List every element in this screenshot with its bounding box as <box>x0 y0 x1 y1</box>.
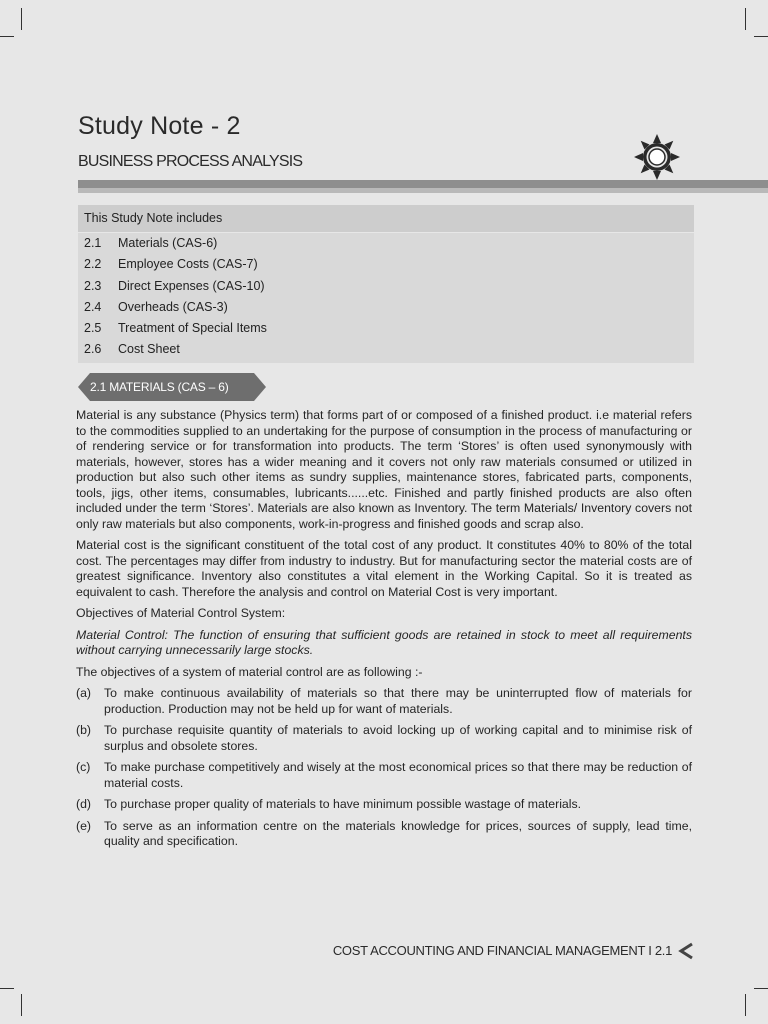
list-item <box>76 819 692 850</box>
material-control-definition: Material Control: The function of ensuring that sufficient goods are retained in stock to meet all requirements without carrying unnecessarily large stocks. <box>76 627 692 657</box>
toc-item <box>78 318 694 339</box>
paragraph: Material cost is the significant constituent of the total cost of any product. It constitutes 40% to 80% of the total cost. The percentages may differ from industry to industry. But for manufacturing sector the material costs are of greatest significance. Inventory also constitutes a vital element in the Working Capital. So it is treated as equivalent to cash. Therefore the analysis and control on Material Cost is very important. <box>76 538 692 599</box>
list-item-label: (e) <box>76 818 92 833</box>
toc-item-number: 2.1 <box>84 236 102 250</box>
crop-mark <box>745 8 746 30</box>
list-item <box>76 797 692 813</box>
toc-heading: This Study Note includes <box>78 205 694 233</box>
list-item <box>76 686 692 717</box>
toc-item-label: Treatment of Special Items <box>118 321 267 336</box>
list-item <box>76 760 692 791</box>
page-footer: COST ACCOUNTING AND FINANCIAL MANAGEMENT I 2.1 <box>332 943 672 958</box>
toc-item-number: 2.4 <box>84 299 102 314</box>
crop-mark <box>21 8 22 30</box>
list-item-label: (a) <box>76 686 92 700</box>
paragraph: Material is any substance (Physics term) that forms part of or composed of a finished product. i.e material refers to the commodities supplied to an undertaking for the purpose of consumption in the process of manufacturing or of rendering service or for transformation into products. The term ‘Stores’ is often used synonymously with materials, however, stores has a wider meaning and it covers not only raw materials consumed or utilized in production but also such other items as sundry supplies, maintenance stores, fabricated parts, components, tools, jigs, other items, consumables, lubricants......etc. Finished and partly finished products are also often included under the term ‘Stores’. Materials are also known as Inventory. The term Materials/ Inventory covers not only raw materials but also components, work-in-progress and finished goods and scrap also. <box>76 408 692 531</box>
toc-item-label: Overheads (CAS-3) <box>118 299 228 314</box>
chevron-left-icon <box>676 941 696 961</box>
toc-item-label: Employee Costs (CAS-7) <box>118 257 258 272</box>
page-subtitle: BUSINESS PROCESS ANALYSIS <box>78 153 303 170</box>
body-text <box>76 408 692 856</box>
crop-mark <box>21 994 22 1016</box>
toc-box <box>78 205 694 363</box>
list-item-label: (b) <box>76 723 92 737</box>
toc-item <box>78 254 694 275</box>
toc-item <box>78 233 694 254</box>
toc-item <box>78 297 694 318</box>
list-item-text: To make purchase competitively and wisely at the most economical prices so that there may be reduction of material costs. <box>104 760 692 790</box>
list-item-text: To purchase requisite quantity of materials to avoid locking up of working capital and to minimise risk of surplus and obsolete stores. <box>104 723 692 753</box>
crop-mark <box>745 994 746 1016</box>
toc-item-number: 2.6 <box>84 342 102 357</box>
list-item-text: To purchase proper quality of materials to have minimum possible wastage of materials. <box>104 797 582 811</box>
list-item-label: (d) <box>76 797 92 811</box>
list-item-text: To make continuous availability of materials so that there may be uninterrupted flow of materials for production. Production may not be held up for want of materials. <box>104 686 692 716</box>
crop-mark <box>0 36 14 37</box>
header-band-light <box>78 188 768 193</box>
toc-item-number: 2.2 <box>84 257 102 272</box>
page-title: Study Note - 2 <box>78 112 241 140</box>
toc-item-label: Cost Sheet <box>118 342 180 357</box>
list-item-text: To serve as an information centre on the materials knowledge for prices, sources of supply, lead time, quality and specification. <box>104 818 692 848</box>
gear-icon <box>632 132 682 182</box>
objectives-heading: Objectives of Material Control System: <box>76 606 286 620</box>
toc-item <box>78 276 694 297</box>
objectives-intro: The objectives of a system of material control are as following :- <box>76 664 423 679</box>
toc-item-number: 2.3 <box>84 278 102 293</box>
toc-item <box>78 339 694 360</box>
list-item <box>76 723 692 754</box>
crop-mark <box>0 988 14 989</box>
crop-mark <box>754 36 768 37</box>
toc-item-number: 2.5 <box>84 321 102 336</box>
crop-mark <box>754 988 768 989</box>
toc-item-label: Direct Expenses (CAS-10) <box>118 278 265 293</box>
list-item-label: (c) <box>76 760 91 774</box>
toc-item-label: Materials (CAS-6) <box>118 236 218 250</box>
section-tag-label: 2.1 MATERIALS (CAS – 6) <box>90 380 229 394</box>
